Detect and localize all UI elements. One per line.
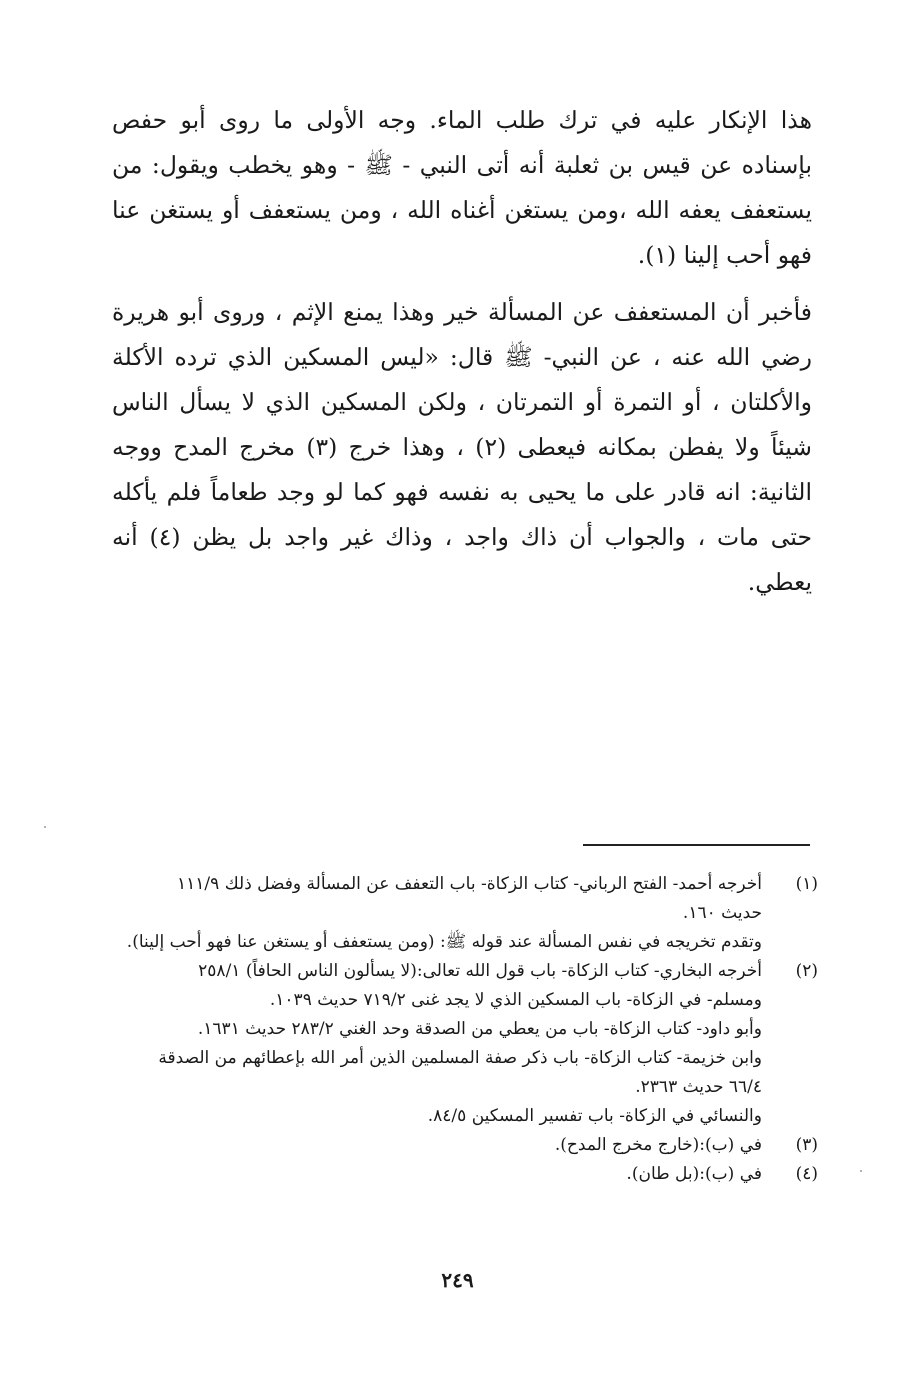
main-text — [112, 98, 812, 605]
footnote-line: في (ب):(بل طان). — [626, 1164, 762, 1184]
footnote-number: (٢) — [795, 961, 818, 981]
paragraph: هذا الإنكار عليه في ترك طلب الماء. وجه الأولى ما روى أبو حفص بإسناده عن قيس بن ثعلبة أنه أتى النبي - ﷺ - وهو يخطب ويقول: من يستعفف يعفه الله ،ومن يستغن أغناه الله ، ومن يستعفف أو يستغن عنا فهو أحب إلينا (١). — [112, 106, 812, 269]
footnote-1 — [118, 870, 818, 957]
footnote-4 — [118, 1160, 818, 1189]
footnote-line: أخرجه البخاري- كتاب الزكاة- باب قول الله تعالى:(لا يسألون الناس الحافاً) ٢٥٨/١ — [198, 961, 762, 981]
scan-speck — [860, 1170, 862, 1172]
footnote-line: ومسلم- في الزكاة- باب المسكين الذي لا يجد غنى ٧١٩/٢ حديث ١٠٣٩. — [269, 990, 762, 1010]
paragraph: فأخبر أن المستعفف عن المسألة خير وهذا يمنع الإثم ، وروى أبو هريرة رضي الله عنه ، عن النبي- ﷺ قال: «ليس المسكين الذي ترده الأكلة والأكلتان ، أو التمرة أو التمرتان ، ولكن المسكين الذي لا يسأل الناس شيئاً ولا يفطن بمكانه فيعطى (٢) ، وهذا خرج (٣) مخرج المدح ووجه الثانية: انه قادر على ما يحيى به نفسه فهو كما لو وجد طعاماً فلم يأكله حتى مات ، والجواب أن ذاك واجد ، وذاك غير واجد بل يظن (٤) أنه يعطي. — [112, 298, 812, 596]
footnote-line: في (ب):(خارج مخرج المدح). — [554, 1135, 762, 1155]
footnote-number: (٣) — [795, 1135, 818, 1155]
footnote-2 — [118, 957, 818, 1131]
footnote-line: أخرجه أحمد- الفتح الرباني- كتاب الزكاة- باب التعفف عن المسألة وفضل ذلك ١١١/٩ — [177, 874, 762, 894]
footnote-number: (١) — [795, 874, 818, 894]
footnote-body — [118, 957, 762, 1131]
scan-speck — [44, 826, 46, 828]
footnote-line: وابن خزيمة- كتاب الزكاة- باب ذكر صفة المسلمين الذين أمر الله بإعطائهم من الصدقة — [158, 1048, 762, 1068]
footnote-body — [118, 1131, 762, 1160]
footnote-line: وأبو داود- كتاب الزكاة- باب من يعطي من الصدقة وحد الغني ٢٨٣/٢ حديث ١٦٣١. — [197, 1019, 762, 1039]
footnote-number: (٤) — [795, 1164, 818, 1184]
footnotes — [118, 870, 818, 1189]
footnote-3 — [118, 1131, 818, 1160]
footnote-line: وتقدم تخريجه في نفس المسألة عند قوله ﷺ: (ومن يستعفف أو يستغن عنا فهو أحب إلينا). — [126, 932, 762, 952]
footnote-line: ٦٦/٤ حديث ٢٣٦٣. — [635, 1077, 762, 1097]
footnote-line: والنسائي في الزكاة- باب تفسير المسكين ٨٤/٥. — [427, 1106, 762, 1126]
footnote-body — [118, 870, 762, 957]
footnote-line: حديث ١٦٠. — [682, 903, 762, 923]
footnote-body — [118, 1160, 762, 1189]
footnote-separator — [583, 844, 810, 846]
page-number: ٢٤٩ — [441, 1268, 474, 1292]
